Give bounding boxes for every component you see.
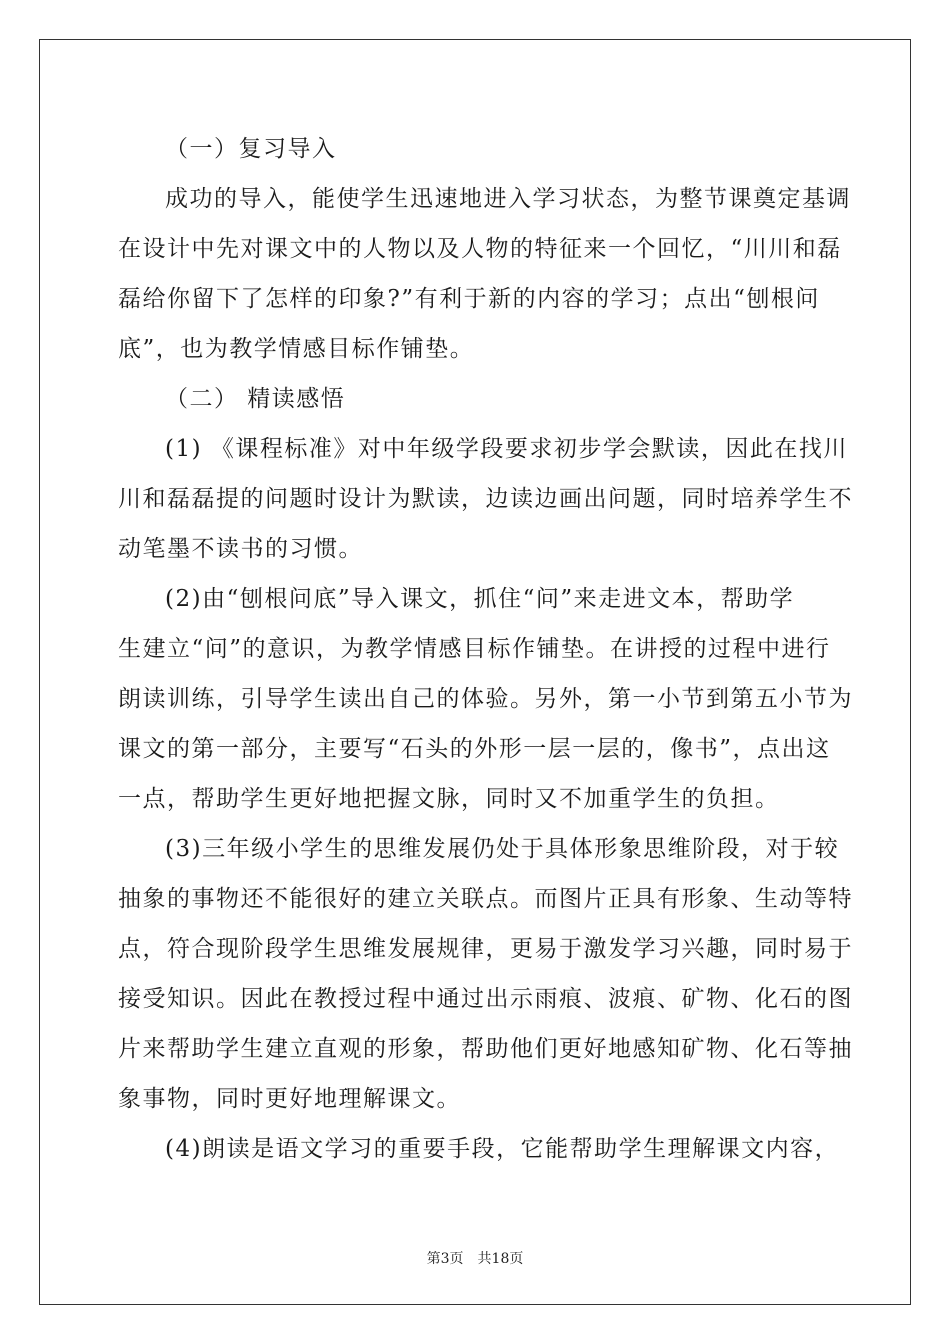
paragraph-line: 动笔墨不读书的习惯。 (118, 536, 363, 562)
paragraph-line: 川和磊磊提的问题时设计为默读，边读边画出问题，同时培养学生不 (118, 486, 853, 512)
paragraph-line: 接受知识。因此在教授过程中通过出示雨痕、波痕、矿物、化石的图 (118, 986, 853, 1012)
paragraph-line: (3)三年级小学生的思维发展仍处于具体形象思维阶段，对于较 (165, 836, 840, 862)
section-heading: （二） 精读感悟 (165, 386, 346, 412)
paragraph-line: 成功的导入，能使学生迅速地进入学习状态，为整节课奠定基调 (165, 186, 851, 212)
paragraph-line: 片来帮助学生建立直观的形象，帮助他们更好地感知矿物、化石等抽 (118, 1036, 853, 1062)
document-body (118, 124, 853, 1174)
paragraph-line: 磊给你留下了怎样的印象?”有利于新的内容的学习；点出“刨根问 (118, 286, 820, 312)
total-pages: 共18页 (477, 1251, 524, 1267)
paragraph-line: 一点，帮助学生更好地把握文脉，同时又不加重学生的负担。 (118, 786, 780, 812)
paragraph-line: 生建立“问”的意识，为教学情感目标作铺垫。在讲授的过程中进行 (118, 636, 831, 662)
paragraph-line: 在设计中先对课文中的人物以及人物的特征来一个回忆，“川川和磊 (118, 236, 842, 262)
paragraph-line: (1) 《课程标准》对中年级学段要求初步学会默读，因此在找川 (165, 436, 848, 462)
page-footer (0, 1248, 950, 1268)
page-number: 第3页 (426, 1251, 464, 1267)
paragraph-line: 象事物，同时更好地理解课文。 (118, 1086, 461, 1112)
section-heading: （一）复习导入 (165, 136, 337, 162)
paragraph-line: 点，符合现阶段学生思维发展规律，更易于激发学习兴趣，同时易于 (118, 936, 853, 962)
paragraph-line: (2)由“刨根问底”导入课文，抓住“问”来走进文本，帮助学 (165, 586, 795, 612)
paragraph-line: 抽象的事物还不能很好的建立关联点。而图片正具有形象、生动等特 (118, 886, 853, 912)
paragraph-line: 朗读训练，引导学生读出自己的体验。另外，第一小节到第五小节为 (118, 686, 853, 712)
paragraph-line: 课文的第一部分，主要写“石头的外形一层一层的，像书”，点出这 (118, 736, 831, 762)
paragraph-line: (4)朗读是语文学习的重要手段，它能帮助学生理解课文内容， (165, 1136, 840, 1162)
paragraph-line: 底”，也为教学情感目标作铺垫。 (118, 336, 475, 362)
